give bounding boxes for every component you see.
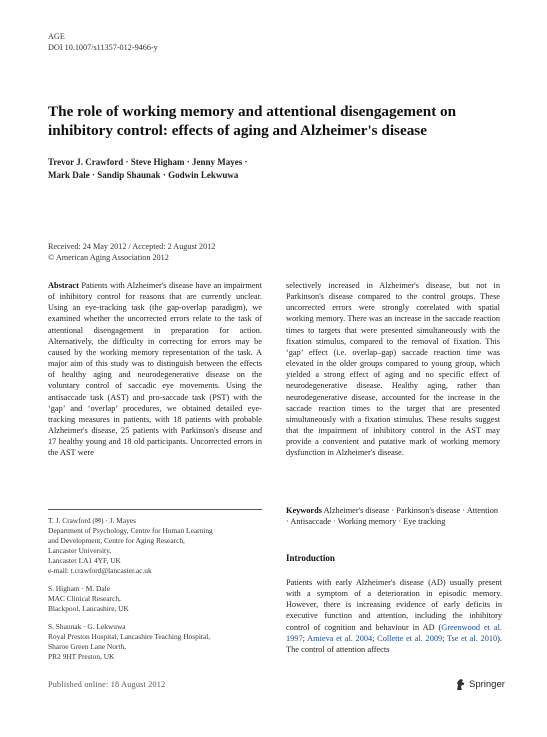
keyword: Alzheimer's disease: [323, 506, 390, 515]
author-name: Trevor J. Crawford: [48, 157, 124, 167]
citation-separator: ;: [372, 633, 378, 643]
author-name: Godwin Lekwuwa: [168, 170, 239, 180]
citation-separator: ;: [442, 633, 448, 643]
citation-separator: ;: [302, 633, 308, 643]
affiliation-line: Lancaster University,: [48, 545, 112, 555]
affiliation-line: Blackpool, Lancashire, UK: [48, 603, 129, 613]
affiliation-block: [48, 516, 262, 575]
citation-link[interactable]: Greenwood et al. 1997: [286, 622, 502, 643]
author-list: Trevor J. Crawford · Steve Higham · Jenny Mayes · Mark Dale · Sandip Shaunak · Godwin Lekwuwa: [48, 157, 248, 180]
affiliation-line: PR2 9HT Preston, UK: [48, 651, 115, 661]
affiliation-line: and Development, Centre for Aging Research,: [48, 535, 185, 545]
author-name: Sandip Shaunak: [97, 170, 161, 180]
intro-text: ). The control of attention affects: [286, 633, 502, 654]
springer-horse-icon: [455, 678, 466, 691]
affiliation-line: MAC Clinical Research,: [48, 593, 121, 603]
citation-link[interactable]: Amieva et al. 2004: [307, 633, 373, 643]
affiliation-authors: S. Higham · M. Dale: [48, 584, 110, 593]
affiliation-authors: T. J. Crawford (✉) · J. Mayes: [48, 516, 136, 525]
abstract-label: Abstract: [48, 281, 79, 290]
abstract-left-column: [48, 280, 262, 459]
publisher-logo: [455, 678, 505, 691]
affiliation-line: Department of Psychology, Centre for Human Learning: [48, 525, 213, 535]
keyword: Attention: [466, 506, 499, 515]
affiliation-line: Sharoe Green Lane North,: [48, 641, 126, 651]
keyword: Working memory: [337, 517, 397, 527]
author-name: Mark Dale: [48, 170, 90, 180]
received-accepted-dates: Received: 24 May 2012 / Accepted: 2 August 2012: [48, 242, 216, 251]
citation-link[interactable]: Collette et al. 2009: [377, 633, 443, 643]
keyword: Eye tracking: [403, 517, 446, 527]
affiliation-block: [48, 622, 262, 662]
affiliation-line: Lancaster LA1 4YF, UK: [48, 555, 121, 565]
author-name: Steve Higham: [130, 157, 185, 167]
abstract-text: Patients with Alzheimer's disease have an impairment of inhibitory control for reasons that are currently unclear. Using an eye-tracking task (the gap-overlap paradigm), we examined whether the uncorrected errors relate to the task of attentional disengagement in preparation for action. Alternatively, the difficulty in correcting for errors may be caused by the working memory representation of the task. A major aim of this study was to distinguish between the effects of healthy aging and neurodegenerative disease on the voluntary control of saccadic eye movements. Using the antisaccade task (AST) and pro-saccade task (PST) with the ‘gap’ and ‘overlap’ procedures, we obtained detailed eye-tracking measures in patients, with 18 patients with probable Alzheimer's disease, 25 patients with Parkinson's disease and 17 healthy young and 18 old participants. Uncorrected errors in the AST were: [48, 281, 262, 458]
doi[interactable]: DOI 10.1007/s11357-012-9466-y: [48, 43, 158, 52]
author-name: Jenny Mayes: [192, 157, 243, 167]
publisher-name: Springer: [469, 679, 505, 690]
abstract-right-column: selectively increased in Alzheimer's disease, but not in Parkinson's disease compared to the control groups. These uncorrected errors were strongly correlated with spatial working memory. There was an increase in the saccade reaction times to targets that were presented simultaneously with the fixation stimulus, compared to the removal of fixation. This ‘gap’ effect (i.e. overlap–gap) saccade reaction time was elevated in the older groups compared to young group, which yielded a strong effect of aging and no specific effect of neurodegenerative disease. Healthy aging, rather than neurodegenerative disease, accounted for the increase in the saccade reaction times to the target that are presented simultaneously with a fixation stimulus. These results suggest that the impairment of inhibitory control in the AST may provide a convenient and putative mark of working memory dysfunction in Alzheimer's disease.: [286, 281, 500, 458]
affiliation-block: [48, 584, 262, 614]
keyword: Parkinson's disease: [396, 506, 461, 515]
paper-title: The role of working memory and attentional disengagement on inhibitory control: effects of aging and Alzheimer's disease: [48, 103, 457, 139]
published-online-date: Published online: 18 August 2012: [48, 680, 166, 689]
author-email[interactable]: e-mail: t.crawford@lancaster.ac.uk: [48, 565, 152, 575]
intro-text: Patients with early Alzheimer's disease (AD) usually present with a symptom of a deterioration in episodic memory. However, there is increasing evidence of early deficits in executive function and attention, including the inhibitory control of cognition and behaviour in AD (: [286, 578, 502, 632]
keyword: Antisaccade: [290, 517, 331, 527]
journal-name: AGE: [48, 32, 65, 41]
copyright-notice: © American Aging Association 2012: [48, 253, 169, 262]
affiliation-line: Royal Preston Hospital, Lancashire Teaching Hospital,: [48, 631, 211, 641]
keywords: Keywords Alzheimer's disease · Parkinson's disease · Attention · Antisaccade · Working memory · Eye tracking: [286, 506, 499, 527]
introduction-paragraph: [286, 577, 502, 655]
affiliation-authors: S. Shaunak · G. Lekwuwa: [48, 622, 126, 631]
keywords-label: Keywords: [286, 506, 322, 515]
footnote-divider: [48, 509, 262, 510]
citation-link[interactable]: Tse et al. 2010: [447, 633, 498, 643]
section-heading-introduction: Introduction: [286, 553, 335, 563]
